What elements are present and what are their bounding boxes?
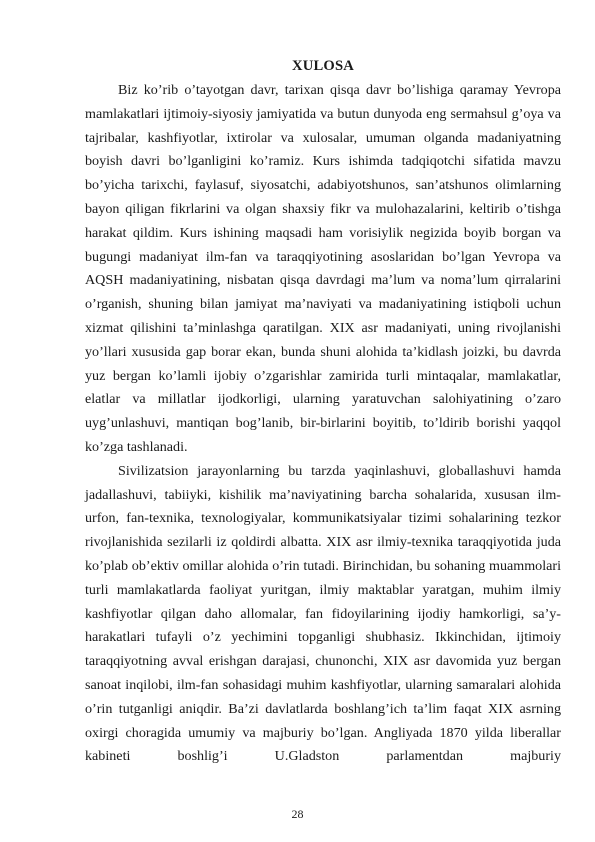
page-title: XULOSA	[291, 58, 355, 74]
paragraph-1: Biz ko’rib o’tayotgan davr, tarixan qisqa davr bo’lishiga qaramay Yevropa mamlakatlari ijtimoiy-siyosiy jamiyatida va butun dunyoda eng sermahsul g’oya va tajribalar, kashfiyotlar, ixtirolar va xulosalar, umuman olganda madaniyatning boyish davri bo’lganligini ko’ramiz. Kurs ishimda tadqiqotchi sifatida mavzu bo’yicha tarixchi, faylasuf, siyosatchi, adabiyotshunos, san’atshunos olimlarning bayon qiligan fikrlarini va olgan shaxsiy fikr va mulohazalarini, keltirib o’tishga harakat qildim. Kurs ishining maqsadi ham vorisiylik negizida boyib borgan va bugungi madaniyat ilm-fan va taraqqiyotining asoslaridan bo’lgan Yevropa va AQSH madaniyatining, nisbatan qisqa davrdagi ma’lum va noma’lum qirralarini o’rganish, shuning bilan jamiyat ma’naviyati va madaniyatining istiqboli uchun xizmat qilishini ta’minlashga qaratilgan. XIX asr madaniyati, uning rivojlanishi yo’llari xususida gap borar ekan, bunda shuni alohida ta’kidlash joizki, bu davrda yuz bergan ko’lamli ijobiy o’zgarishlar zamirida turli mintaqalar, mamlakatlar, elatlar va millatlar ijodkorligi, ularning yaratuvchan salohiyatining o’zaro uyg’unlashuvi, mantiqan bog’lanib, bir-birlarini boyitib, to’ldirib borishi yaqqol ko’zga tashlanadi.	[85, 82, 561, 455]
page-number: 28	[291, 807, 304, 821]
page-content	[85, 55, 561, 769]
paragraph-2: Sivilizatsion jarayonlarning bu tarzda yaqinlashuvi, globallashuvi hamda jadallashuvi, tabiiyki, kishilik ma’naviyatining barcha sohalarida, xususan ilm-urfon, fan-texnika, texnologiyalar, kommunikatsiyalar tizimi sohalarining tezkor rivojlanishida sezilarli iz qoldirdi albatta. XIX asr ilmiy-texnika taraqqiyotida juda ko’plab ob’ektiv omillar alohida o’rin tutadi. Birinchidan, bu sohaning muammolari turli mamlakatlarda faoliyat yuritgan, ilmiy maktablar yaratgan, muhim ilmiy kashfiyotlar qilgan daho allomalar, fan fidoyilarining ijodiy hamkorligi, sa’y-harakatlari tufayli o’z yechimini topganligi shubhasiz. Ikkinchidan, ijtimoiy taraqqiyotning avval erishgan darajasi, chunonchi, XIX asr davomida yuz bergan sanoat inqilobi, ilm-fan sohasidagi muhim kashfiyotlar, ularning samaralari alohida o’rin tutganligi aniqdir. Ba’zi davlatlarda boshlang’ich ta’lim faqat XIX asrning oxirgi choragida umumiy va majburiy bo’lgan. Angliyada 1870 yilda liberallar kabineti boshlig’i U.Gladston parlamentdan majburiy	[85, 462, 561, 765]
